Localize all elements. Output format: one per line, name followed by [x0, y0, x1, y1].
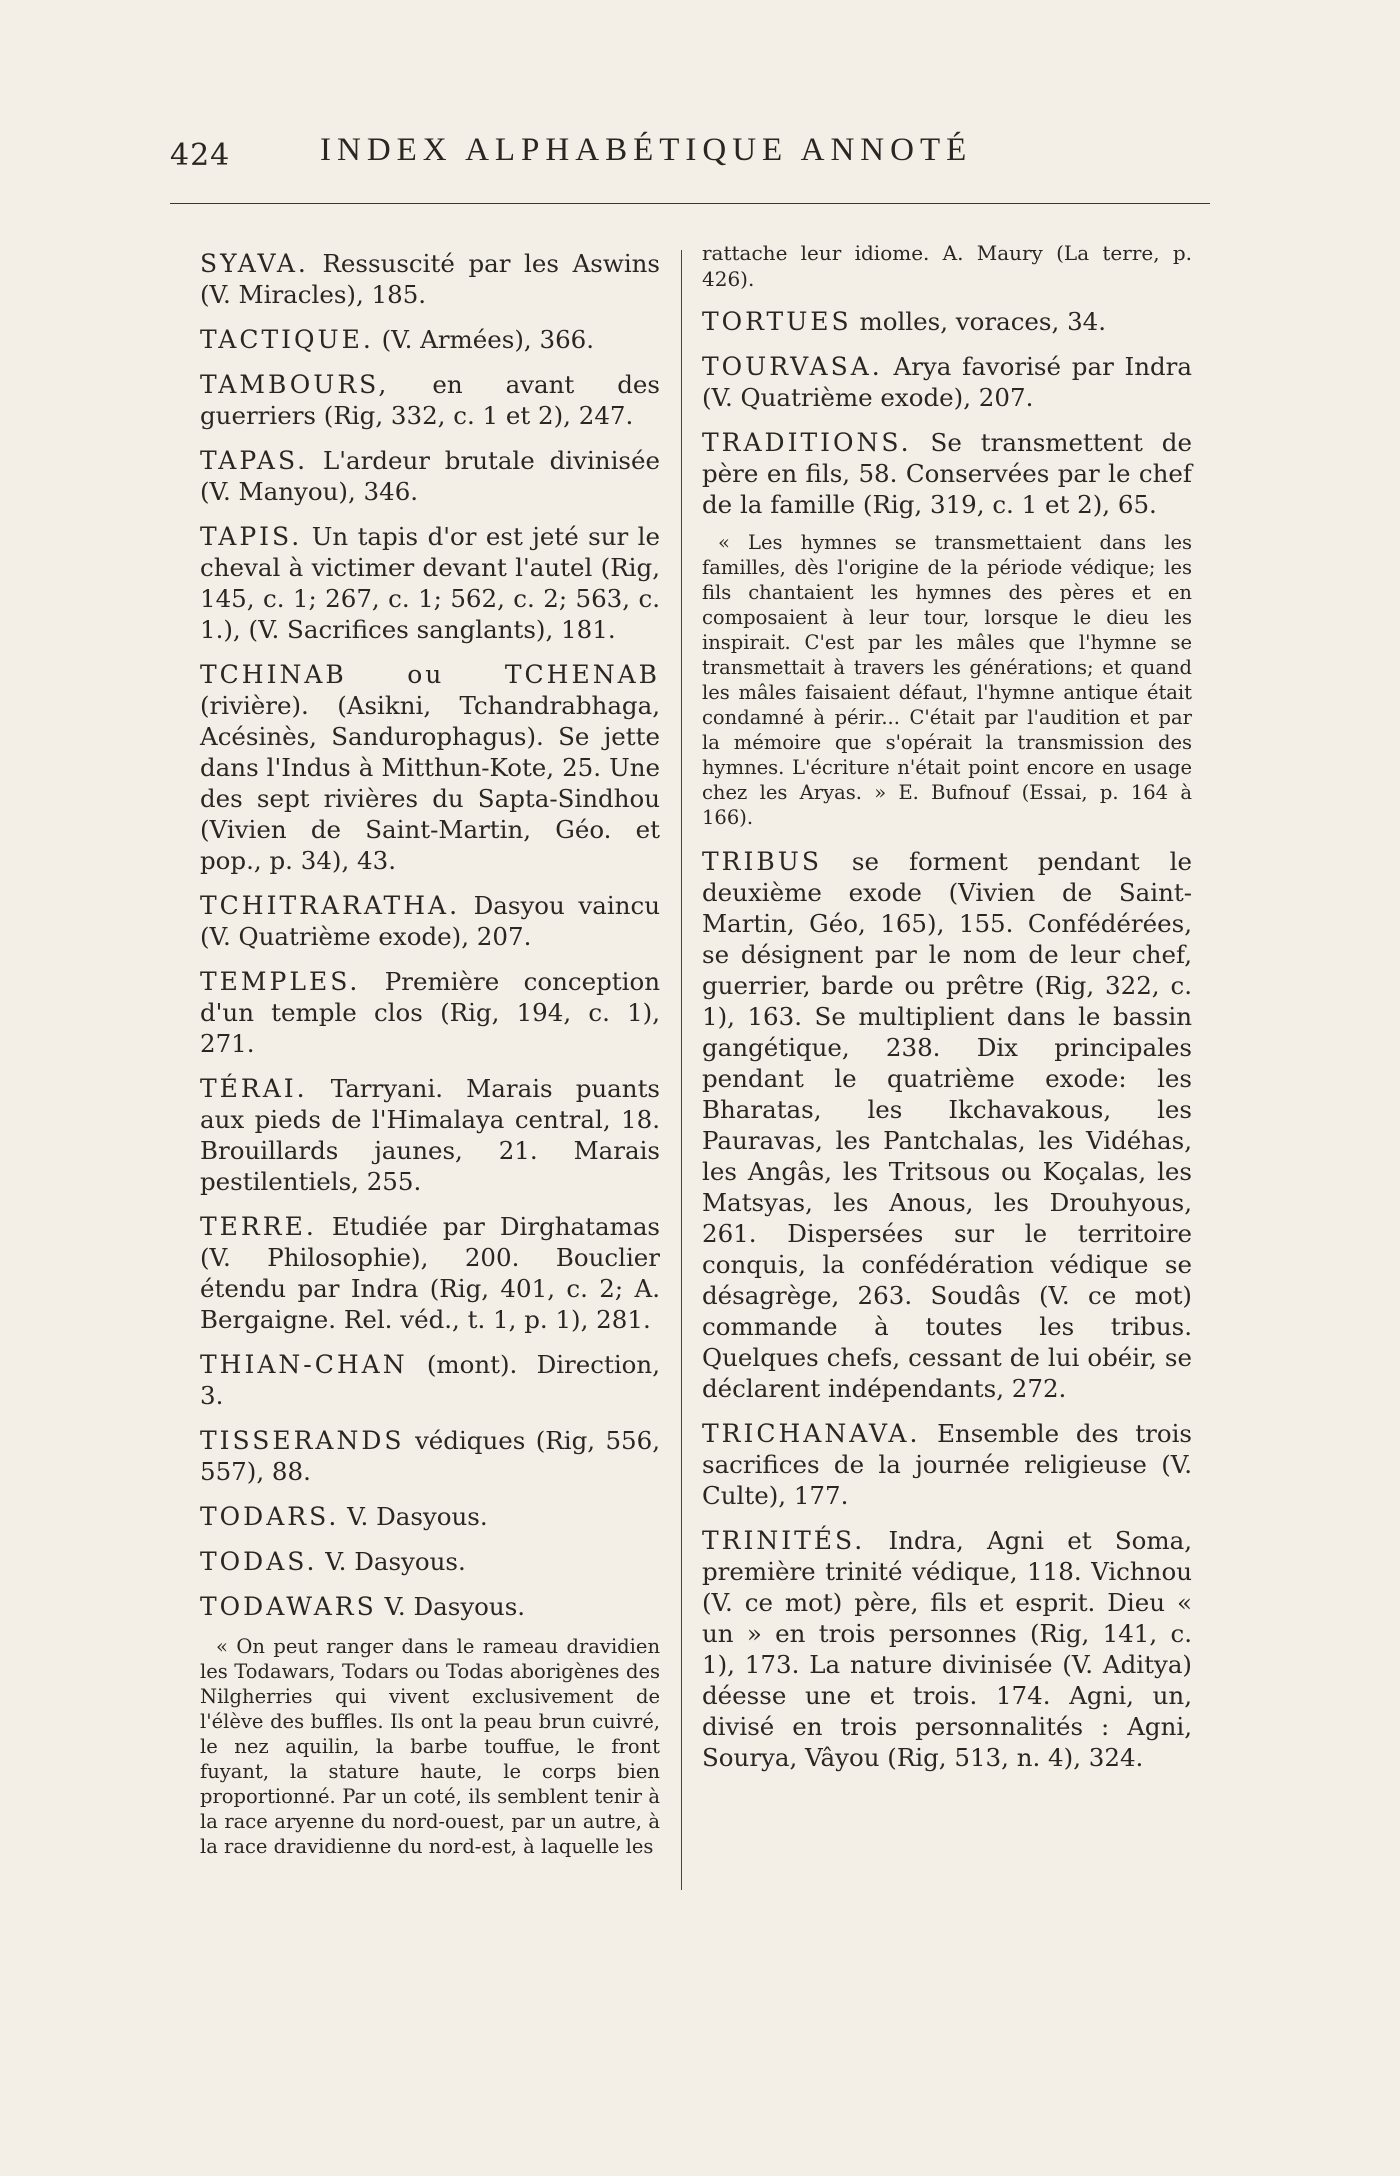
index-entry — [702, 427, 1192, 520]
index-entry — [702, 846, 1192, 1404]
entry-text: Indra, Agni et Soma, première trinité védique, 118. Vichnou (V. ce mot) père, fils et esprit. Dieu « un » en trois personnes (Rig, 141, c. 1), 173. La nature divinisée (V. Aditya) déesse une et trois. 174. Agni, un, divisé en trois personnalités : Agni, Sourya, Vâyou (Rig, 513, n. 4), 324. — [702, 1526, 1193, 1772]
page-number: 424 — [170, 138, 231, 173]
index-entry — [200, 1211, 660, 1335]
entry-headword: TCHITRARATHA. — [200, 891, 461, 920]
header-rule — [170, 203, 1210, 204]
entry-headword: TRINITÉS. — [702, 1526, 866, 1555]
entry-text: Un tapis d'or est jeté sur le cheval à victimer devant l'autel (Rig, 145, c. 1; 267, c. 1; 562, c. 2; 563, c. 1.), (V. Sacrifices sanglants), 181. — [200, 522, 660, 644]
entry-text: Arya favorisé par Indra (V. Quatrième exode), 207. — [702, 352, 1193, 412]
index-entry — [200, 248, 660, 310]
entry-text: Tarryani. Marais puants aux pieds de l'Himalaya central, 18. Brouillards jaunes, 21. Marais pestilentiels, 255. — [200, 1074, 660, 1196]
entry-text: Se transmettent de père en fils, 58. Conservées par le chef de la famille (Rig, 319, c. 1 et 2), 65. — [702, 428, 1192, 519]
entry-text: Ressuscité par les Aswins (V. Miracles), 185. — [200, 249, 661, 309]
entry-text: V. Dasyous. — [384, 1592, 526, 1621]
entry-headword: THIAN-CHAN — [200, 1350, 408, 1379]
entry-headword: TRIBUS — [702, 847, 822, 876]
entry-headword: TACTIQUE. — [200, 325, 374, 354]
entry-text: V. Dasyous. — [325, 1547, 466, 1576]
entry-headword: TEMPLES. — [200, 967, 361, 996]
entry-headword: TODAWARS — [200, 1592, 377, 1621]
entry-headword: TODAS. — [200, 1547, 318, 1576]
entry-headword: TÉRAI. — [200, 1074, 308, 1103]
index-entry — [200, 1501, 660, 1532]
page-header — [170, 132, 1210, 182]
entry-headword: TISSERANDS — [200, 1426, 405, 1455]
quotation-note: « On peut ranger dans le rameau dravidien les Todawars, Todars ou Todas aborigènes des Nilgherries qui vivent exclusivement de l'élève des buffles. Ils ont la peau brun cuivré, le nez aquilin, la barbe touffue, le front fuyant, la stature haute, le corps bien proportionné. Par un coté, ils semblent tenir à la race aryenne du nord-ouest, par un autre, à la race dravidienne du nord-est, à laquelle les — [200, 1635, 660, 1858]
entry-headword: TRICHANAVA. — [702, 1419, 921, 1448]
entry-headword: SYAVA. — [200, 249, 309, 278]
entry-headword: TAMBOURS, — [200, 370, 390, 399]
quotation-continuation: rattache leur idiome. A. Maury (La terre, p. 426). — [702, 241, 1192, 291]
index-entry — [702, 1525, 1192, 1773]
right-column — [702, 241, 1193, 1787]
running-title: INDEX ALPHABÉTIQUE ANNOTÉ — [320, 132, 973, 168]
entry-text: Dasyou vaincu (V. Quatrième exode), 207. — [200, 891, 660, 951]
index-entry — [200, 890, 660, 952]
index-entry — [702, 306, 1192, 337]
entry-headword: TAPAS. — [200, 446, 309, 475]
index-entry — [200, 1591, 660, 1622]
entry-text: en avant des guerriers (Rig, 332, c. 1 et 2), 247. — [200, 370, 660, 430]
index-entry — [200, 966, 660, 1059]
quotation-note: « Les hymnes se transmettaient dans les familles, dès l'origine de la période védique; les fils chantaient les hymnes des pères et en composaient à leur tour, lorsque le dieu les inspirait. C'est par les mâles que l'hymne se transmettait à travers les générations; et quand les mâles faisaient défaut, l'hymne antique était condamné à périr... C'était par l'audition et par la mémoire que s'opérait la transmission des hymnes. L'écriture n'était point encore en usage chez les Aryas. » E. Bufnouf (Essai, p. 164 à 166). — [702, 531, 1192, 829]
column-divider — [681, 250, 682, 1890]
entry-headword: TRADITIONS. — [702, 428, 912, 457]
entry-text: V. Dasyous. — [347, 1502, 488, 1531]
index-entry — [702, 1418, 1192, 1511]
entry-headword: TERRE. — [200, 1212, 317, 1241]
entry-text: (V. Armées), 366. — [381, 325, 595, 354]
index-entry — [200, 1073, 660, 1197]
entry-text: védiques (Rig, 556, 557), 88. — [200, 1426, 660, 1486]
entry-text: (rivière). (Asikni, Tchandrabhaga, Acésinès, Sandurophagus). Se jette dans l'Indus à Mitthun-Kote, 25. Une des sept rivières du Sapta-Sindhou (Vivien de Saint-Martin, Géo. et pop., p. 34), 43. — [200, 691, 660, 875]
entry-headword: TORTUES — [702, 307, 852, 336]
entry-text: Ensemble des trois sacrifices de la journée religieuse (V. Culte), 177. — [702, 1419, 1192, 1510]
entry-text: se forment pendant le deuxième exode (Vivien de Saint-Martin, Géo, 165), 155. Confédérées, se désignent par le nom de leur chef, guerrier, barde ou prêtre (Rig, 322, c. 1), 163. Se multiplient dans le bassin gangétique, 238. Dix principales pendant le quatrième exode: les Bharatas, les Ikchavakous, les Pauravas, les Pantchalas, les Vidéhas, les Angâs, les Tritsous ou Koçalas, les Matsyas, les Anous, les Drouhyous, 261. Dispersées sur le territoire conquis, la confédération védique se désagrège, 263. Soudâs (V. ce mot) commande à toutes les tribus. Quelques chefs, cessant de lui obéir, se déclarent indépendants, 272. — [702, 847, 1192, 1403]
entry-headword: TAPIS. — [200, 522, 303, 551]
index-entry — [200, 659, 660, 876]
left-column — [200, 248, 660, 1875]
index-entry — [702, 351, 1192, 413]
index-entry — [200, 445, 660, 507]
index-entry — [200, 1349, 660, 1411]
index-entry — [200, 1425, 660, 1487]
index-entry — [200, 369, 660, 431]
entry-text: (mont). Direction, 3. — [200, 1350, 660, 1410]
index-entry — [200, 1546, 660, 1577]
entry-text: Etudiée par Dirghatamas (V. Philosophie), 200. Bouclier étendu par Indra (Rig, 401, c. 2; A. Bergaigne. Rel. véd., t. 1, p. 1), 281. — [200, 1212, 660, 1334]
index-entry — [200, 521, 660, 645]
entry-text: molles, voraces, 34. — [859, 307, 1107, 336]
index-entry — [200, 324, 660, 355]
entry-text: L'ardeur brutale divinisée (V. Manyou), 346. — [200, 446, 660, 506]
entry-headword: TODARS. — [200, 1502, 340, 1531]
entry-headword: TOURVASA. — [702, 352, 883, 381]
entry-text: Première conception d'un temple clos (Rig, 194, c. 1), 271. — [200, 967, 660, 1058]
entry-headword: TCHINAB ou TCHENAB — [200, 660, 660, 689]
